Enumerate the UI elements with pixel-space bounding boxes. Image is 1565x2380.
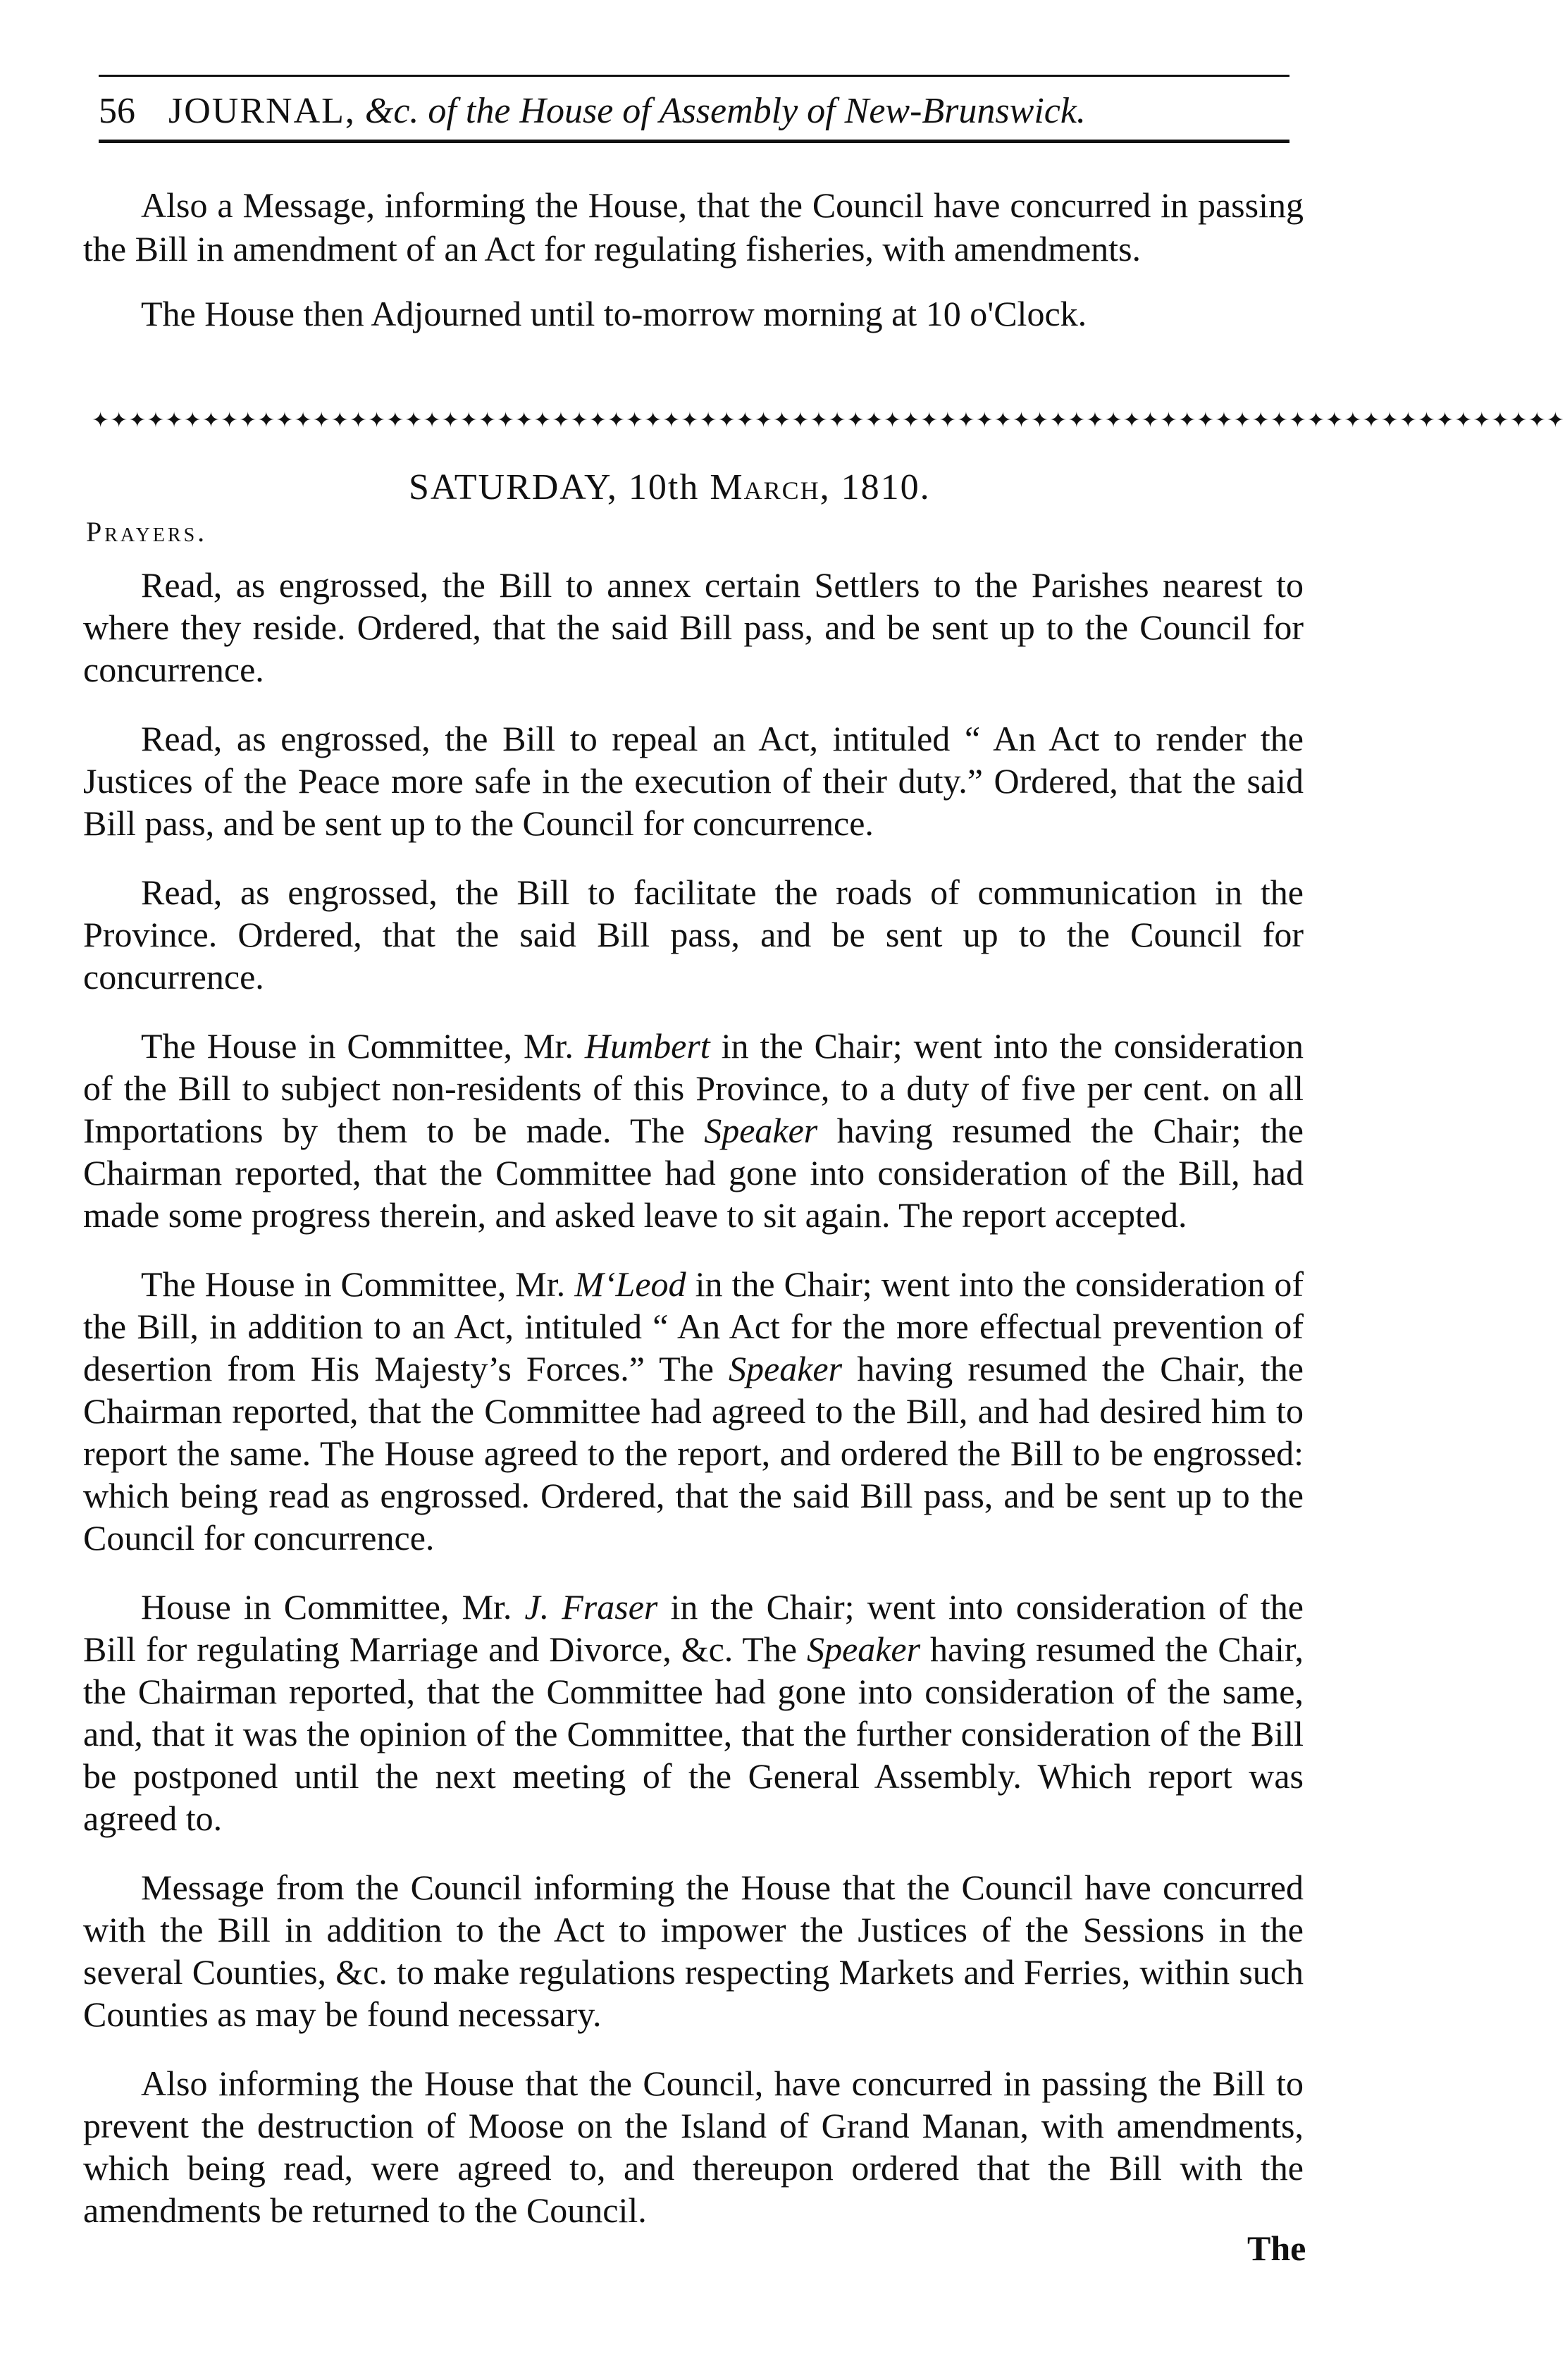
header-bottom-rule <box>99 140 1289 143</box>
text-run: Read, as engrossed, the Bill to annex certain Settlers to the Parishes nearest to where they reside. Ordered, that the said Bill pass, and be sent up to the Council for concurrence. <box>83 565 1304 689</box>
paragraph-adjourned: The House then Adjourned until to-morrow morning at 10 o'Clock. <box>141 294 1087 333</box>
text-run: The House in Committee, Mr. <box>141 1026 585 1066</box>
journal-entry <box>83 2062 1304 2231</box>
text-run: Read, as engrossed, the Bill to repeal an Act, intituled “ An Act to render the Justices of the Peace more safe in the execution of their duty.” Ordered, that the said Bill pass, and be sent up to the Council for concurrence. <box>83 719 1304 843</box>
journal-entries <box>83 564 1304 2258</box>
dateline-year: 1810. <box>841 467 931 507</box>
top-text-block <box>83 183 1304 357</box>
text-run: in the Chair; went into consideration of the Bill for regulating Marriage and Divorce, &c. The <box>83 1587 1304 1669</box>
ornamental-divider: ✦✦✦✦✦✦✦✦✦✦✦✦✦✦✦✦✦✦✦✦✦✦✦✦✦✦✦✦✦✦✦✦✦✦✦✦✦✦✦✦✦✦✦✦✦✦✦✦✦✦✦✦✦✦✦✦✦✦✦✦✦✦✦✦✦✦✦✦✦✦✦✦✦✦✦✦✦✦✦✦ <box>92 408 1565 433</box>
italic-run: Speaker <box>807 1629 921 1669</box>
italic-run: M‘Leod <box>574 1264 686 1304</box>
journal-entry <box>83 1586 1304 1839</box>
text-run: House in Committee, Mr. <box>141 1587 525 1627</box>
dateline <box>409 465 931 510</box>
journal-title: JOURNAL, <box>168 91 356 131</box>
dateline-day: SATURDAY, <box>409 467 618 507</box>
catchword: The <box>1247 2228 1306 2268</box>
text-run: in the Chair; went into the consideration of the Bill, in addition to an Act, intituled “ An Act for the more effectual prevention of desertion from His Majesty’s Forces.” The <box>83 1264 1304 1388</box>
italic-run: J. Fraser <box>524 1587 658 1627</box>
text-run: having resumed the Chair, the Chairman reported, that the Committee had gone into consideration of the same, and, that it was the opinion of the Committee, that the further consideration of the Bill be postponed until the next meeting of the General Assembly. Which report was agreed to. <box>83 1629 1304 1838</box>
journal-entry <box>83 871 1304 998</box>
dateline-date: 10th <box>628 467 700 507</box>
journal-entry <box>83 1866 1304 2035</box>
margin-note-prayers: Prayers. <box>86 516 208 548</box>
text-run: Also informing the House that the Council, have concurred in passing the Bill to prevent the destruction of Moose on the Island of Grand Manan, with amendments, which being read, were agreed to, and thereupon ordered that the Bill with the amendments be returned to the Council. <box>83 2064 1304 2230</box>
paragraph-message-fisheries: Also a Message, informing the House, that the Council have concurred in passing the Bill in amendment of an Act for regulating fisheries, with amendments. <box>83 185 1304 269</box>
text-run: having resumed the Chair; the Chairman reported, that the Committee had gone into consideration of the Bill, had made some progress therein, and asked leave to sit again. The report accepted. <box>83 1111 1304 1235</box>
header-top-rule <box>99 75 1289 77</box>
text-run: in the Chair; went into the consideration of the Bill to subject non-residents of this Province, to a duty of five per cent. on all Importations by them to be made. The <box>83 1026 1304 1150</box>
journal-entry <box>83 1025 1304 1236</box>
page-number: 56 <box>99 91 135 131</box>
text-run: having resumed the Chair, the Chairman reported, that the Committee had agreed to the Bill, and had desired him to report the same. The House agreed to the report, and ordered the Bill to be engrossed: which being read as engrossed. Ordered, that the said Bill pass, and be sent up to the Council for concurrence. <box>83 1349 1304 1558</box>
journal-entry <box>83 564 1304 691</box>
running-header <box>99 85 1289 138</box>
journal-entry <box>83 717 1304 844</box>
italic-run: Humbert <box>584 1026 710 1066</box>
italic-run: Speaker <box>729 1349 843 1388</box>
journal-entry <box>83 1263 1304 1559</box>
text-run: Message from the Council informing the House that the Council have concurred with the Bill in addition to the Act to impower the Justices of the Sessions in the several Counties, &c. to make regulations respecting Markets and Ferries, within such Counties as may be found necessary. <box>83 1868 1304 2034</box>
text-run: The House in Committee, Mr. <box>141 1264 575 1304</box>
text-run: Read, as engrossed, the Bill to facilitate the roads of communication in the Province. Ordered, that the said Bill pass, and be sent up to the Council for concurrence. <box>83 873 1304 997</box>
dateline-month: March, <box>710 467 831 507</box>
journal-title-italic: &c. of the House of Assembly of New-Brunswick. <box>364 91 1086 131</box>
italic-run: Speaker <box>704 1111 818 1150</box>
